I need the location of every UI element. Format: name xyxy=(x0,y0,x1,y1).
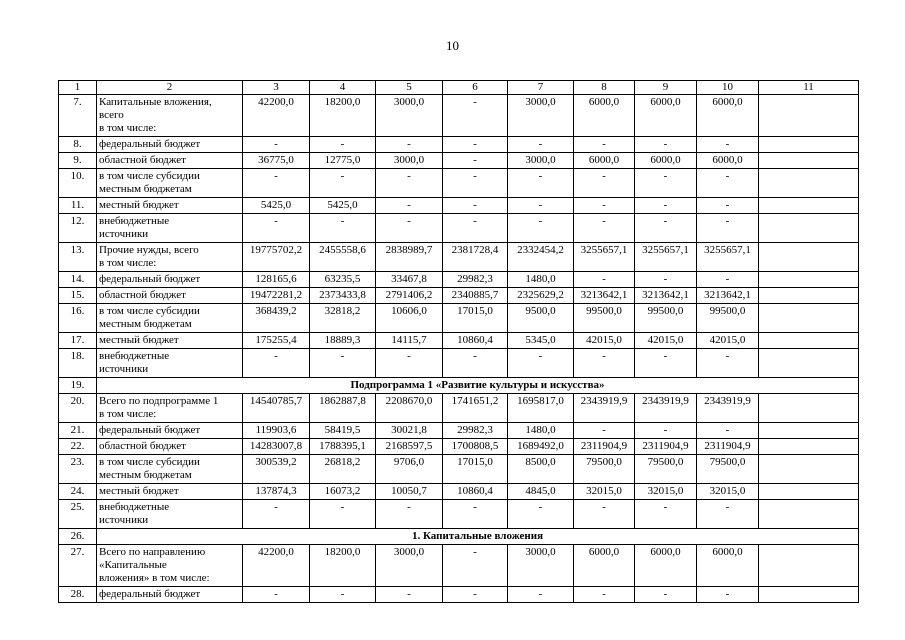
row-label xyxy=(97,349,243,378)
value-cell: 79500,0 xyxy=(574,455,635,484)
value-cell: - xyxy=(635,423,697,439)
empty-cell xyxy=(759,153,859,169)
row-label-line: в том числе: xyxy=(99,122,157,134)
value-cell: 3000,0 xyxy=(376,153,443,169)
value-cell: - xyxy=(310,500,376,529)
row-number: 26. xyxy=(59,529,97,545)
row-label xyxy=(97,484,243,500)
value-cell: - xyxy=(443,95,508,137)
row-label xyxy=(97,198,243,214)
table-row xyxy=(59,484,859,500)
value-cell: 32015,0 xyxy=(574,484,635,500)
column-header: 6 xyxy=(443,81,508,95)
row-number: 10. xyxy=(59,169,97,198)
value-cell: 3000,0 xyxy=(376,95,443,137)
value-cell: 29982,3 xyxy=(443,272,508,288)
value-cell: - xyxy=(635,137,697,153)
value-cell: 17015,0 xyxy=(443,455,508,484)
row-number: 9. xyxy=(59,153,97,169)
value-cell: - xyxy=(697,423,759,439)
row-number: 20. xyxy=(59,394,97,423)
value-cell: 3000,0 xyxy=(508,153,574,169)
value-cell: 99500,0 xyxy=(635,304,697,333)
value-cell: 2311904,9 xyxy=(574,439,635,455)
row-label-line: «Капитальные xyxy=(99,559,167,571)
column-header: 11 xyxy=(759,81,859,95)
table-row xyxy=(59,214,859,243)
empty-cell xyxy=(759,394,859,423)
value-cell: - xyxy=(697,272,759,288)
empty-cell xyxy=(759,243,859,272)
row-number: 19. xyxy=(59,378,97,394)
value-cell: - xyxy=(508,349,574,378)
row-number: 13. xyxy=(59,243,97,272)
table-row xyxy=(59,455,859,484)
value-cell: 2343919,9 xyxy=(574,394,635,423)
value-cell: 99500,0 xyxy=(697,304,759,333)
row-label xyxy=(97,545,243,587)
table-row xyxy=(59,153,859,169)
row-label-line: источники xyxy=(99,514,149,526)
value-cell: 3000,0 xyxy=(508,545,574,587)
value-cell: - xyxy=(376,349,443,378)
value-cell: - xyxy=(508,198,574,214)
empty-cell xyxy=(759,272,859,288)
value-cell: - xyxy=(243,169,310,198)
table-row xyxy=(59,349,859,378)
value-cell: 6000,0 xyxy=(635,545,697,587)
value-cell: 1480,0 xyxy=(508,272,574,288)
value-cell: - xyxy=(243,137,310,153)
value-cell: - xyxy=(443,545,508,587)
value-cell: 3255657,1 xyxy=(697,243,759,272)
column-header: 3 xyxy=(243,81,310,95)
value-cell: - xyxy=(443,137,508,153)
value-cell: 1741651,2 xyxy=(443,394,508,423)
row-label xyxy=(97,333,243,349)
table-row xyxy=(59,169,859,198)
row-label-line: местным бюджетам xyxy=(99,469,192,481)
value-cell: 2168597,5 xyxy=(376,439,443,455)
column-header: 5 xyxy=(376,81,443,95)
value-cell: - xyxy=(376,214,443,243)
empty-cell xyxy=(759,423,859,439)
value-cell: 42015,0 xyxy=(697,333,759,349)
value-cell: 10606,0 xyxy=(376,304,443,333)
row-label-line: местный бюджет xyxy=(99,199,179,211)
table-row xyxy=(59,288,859,304)
empty-cell xyxy=(759,587,859,603)
row-label-line: внебюджетные xyxy=(99,215,170,227)
row-label xyxy=(97,587,243,603)
row-label-line: всего xyxy=(99,109,124,121)
table-row xyxy=(59,95,859,137)
value-cell: 18889,3 xyxy=(310,333,376,349)
value-cell: 19775702,2 xyxy=(243,243,310,272)
value-cell: 3000,0 xyxy=(376,545,443,587)
row-number: 11. xyxy=(59,198,97,214)
value-cell: - xyxy=(310,214,376,243)
row-label-line: в том числе: xyxy=(99,408,157,420)
row-number: 18. xyxy=(59,349,97,378)
value-cell: 128165,6 xyxy=(243,272,310,288)
value-cell: 12775,0 xyxy=(310,153,376,169)
value-cell: - xyxy=(443,349,508,378)
value-cell: 119903,6 xyxy=(243,423,310,439)
value-cell: - xyxy=(508,137,574,153)
value-cell: - xyxy=(574,272,635,288)
value-cell: 6000,0 xyxy=(697,153,759,169)
row-number: 25. xyxy=(59,500,97,529)
value-cell: 6000,0 xyxy=(574,95,635,137)
value-cell: 19472281,2 xyxy=(243,288,310,304)
value-cell: 6000,0 xyxy=(697,95,759,137)
value-cell: - xyxy=(635,349,697,378)
budget-table xyxy=(58,80,859,603)
row-label-line: внебюджетные xyxy=(99,501,170,513)
value-cell: - xyxy=(376,587,443,603)
table-row xyxy=(59,587,859,603)
row-label-line: Всего по направлению xyxy=(99,546,206,558)
value-cell: 3213642,1 xyxy=(574,288,635,304)
value-cell: 137874,3 xyxy=(243,484,310,500)
row-label-line: областной бюджет xyxy=(99,289,186,301)
table-row xyxy=(59,423,859,439)
empty-cell xyxy=(759,95,859,137)
value-cell: 6000,0 xyxy=(574,545,635,587)
value-cell: - xyxy=(376,198,443,214)
section-title: Подпрограмма 1 «Развитие культуры и искусства» xyxy=(97,378,859,394)
row-number: 12. xyxy=(59,214,97,243)
row-label-line: федеральный бюджет xyxy=(99,424,201,436)
value-cell: 5425,0 xyxy=(243,198,310,214)
row-label xyxy=(97,214,243,243)
value-cell: 79500,0 xyxy=(697,455,759,484)
header-row xyxy=(59,81,859,95)
empty-cell xyxy=(759,439,859,455)
value-cell: - xyxy=(574,137,635,153)
value-cell: 8500,0 xyxy=(508,455,574,484)
row-label-line: областной бюджет xyxy=(99,440,186,452)
value-cell: 6000,0 xyxy=(635,153,697,169)
table-row xyxy=(59,394,859,423)
value-cell: 30021,8 xyxy=(376,423,443,439)
table-body xyxy=(59,81,859,603)
value-cell: 32818,2 xyxy=(310,304,376,333)
row-label xyxy=(97,272,243,288)
table-row xyxy=(59,137,859,153)
value-cell: - xyxy=(443,214,508,243)
value-cell: 1788395,1 xyxy=(310,439,376,455)
row-label xyxy=(97,500,243,529)
value-cell: - xyxy=(697,169,759,198)
value-cell: - xyxy=(443,153,508,169)
row-label xyxy=(97,394,243,423)
value-cell: - xyxy=(697,500,759,529)
row-label-line: местным бюджетам xyxy=(99,183,192,195)
value-cell: - xyxy=(310,137,376,153)
value-cell: 42015,0 xyxy=(574,333,635,349)
value-cell: 2343919,9 xyxy=(635,394,697,423)
value-cell: 300539,2 xyxy=(243,455,310,484)
value-cell: - xyxy=(243,587,310,603)
row-label xyxy=(97,288,243,304)
value-cell: 368439,2 xyxy=(243,304,310,333)
table-row xyxy=(59,304,859,333)
value-cell: - xyxy=(443,169,508,198)
row-label xyxy=(97,137,243,153)
value-cell: 33467,8 xyxy=(376,272,443,288)
row-label-line: источники xyxy=(99,363,149,375)
value-cell: 32015,0 xyxy=(635,484,697,500)
value-cell: - xyxy=(443,587,508,603)
value-cell: - xyxy=(310,587,376,603)
row-label-line: в том числе субсидии xyxy=(99,305,200,317)
value-cell: 14115,7 xyxy=(376,333,443,349)
value-cell: - xyxy=(508,500,574,529)
value-cell: - xyxy=(310,169,376,198)
value-cell: - xyxy=(635,587,697,603)
value-cell: - xyxy=(635,272,697,288)
value-cell: 29982,3 xyxy=(443,423,508,439)
value-cell: 1862887,8 xyxy=(310,394,376,423)
row-number: 21. xyxy=(59,423,97,439)
column-header: 4 xyxy=(310,81,376,95)
table-row xyxy=(59,333,859,349)
value-cell: 16073,2 xyxy=(310,484,376,500)
value-cell: 18200,0 xyxy=(310,545,376,587)
table-row xyxy=(59,439,859,455)
row-number: 15. xyxy=(59,288,97,304)
value-cell: 9500,0 xyxy=(508,304,574,333)
value-cell: - xyxy=(508,169,574,198)
row-number: 14. xyxy=(59,272,97,288)
table-row xyxy=(59,545,859,587)
row-label xyxy=(97,169,243,198)
row-label-line: Всего по подпрограмме 1 xyxy=(99,395,219,407)
value-cell: 3000,0 xyxy=(508,95,574,137)
row-label-line: источники xyxy=(99,228,149,240)
row-number: 16. xyxy=(59,304,97,333)
value-cell: 42015,0 xyxy=(635,333,697,349)
value-cell: 10860,4 xyxy=(443,333,508,349)
value-cell: 36775,0 xyxy=(243,153,310,169)
value-cell: 63235,5 xyxy=(310,272,376,288)
value-cell: 5345,0 xyxy=(508,333,574,349)
value-cell: - xyxy=(443,500,508,529)
value-cell: 1480,0 xyxy=(508,423,574,439)
value-cell: 3255657,1 xyxy=(574,243,635,272)
value-cell: - xyxy=(697,137,759,153)
row-number: 22. xyxy=(59,439,97,455)
value-cell: - xyxy=(697,349,759,378)
value-cell: 14540785,7 xyxy=(243,394,310,423)
empty-cell xyxy=(759,288,859,304)
table-row xyxy=(59,243,859,272)
value-cell: 3255657,1 xyxy=(635,243,697,272)
value-cell: 2373433,8 xyxy=(310,288,376,304)
row-number: 24. xyxy=(59,484,97,500)
value-cell: - xyxy=(443,198,508,214)
value-cell: 175255,4 xyxy=(243,333,310,349)
value-cell: - xyxy=(635,214,697,243)
column-header: 1 xyxy=(59,81,97,95)
value-cell: - xyxy=(376,169,443,198)
value-cell: 9706,0 xyxy=(376,455,443,484)
table-row xyxy=(59,272,859,288)
value-cell: - xyxy=(635,500,697,529)
row-label-line: местный бюджет xyxy=(99,485,179,497)
value-cell: 1700808,5 xyxy=(443,439,508,455)
row-label-line: федеральный бюджет xyxy=(99,138,201,150)
value-cell: - xyxy=(508,214,574,243)
empty-cell xyxy=(759,545,859,587)
column-header: 7 xyxy=(508,81,574,95)
value-cell: 5425,0 xyxy=(310,198,376,214)
value-cell: 6000,0 xyxy=(635,95,697,137)
row-number: 7. xyxy=(59,95,97,137)
row-label xyxy=(97,423,243,439)
value-cell: 58419,5 xyxy=(310,423,376,439)
value-cell: - xyxy=(635,198,697,214)
value-cell: - xyxy=(574,169,635,198)
value-cell: 14283007,8 xyxy=(243,439,310,455)
row-label-line: федеральный бюджет xyxy=(99,273,201,285)
empty-cell xyxy=(759,500,859,529)
value-cell: 18200,0 xyxy=(310,95,376,137)
value-cell: 1689492,0 xyxy=(508,439,574,455)
value-cell: - xyxy=(574,500,635,529)
column-header: 10 xyxy=(697,81,759,95)
value-cell: - xyxy=(243,500,310,529)
value-cell: - xyxy=(376,137,443,153)
row-label-line: в том числе субсидии xyxy=(99,170,200,182)
value-cell: 2311904,9 xyxy=(635,439,697,455)
row-label-line: в том числе субсидии xyxy=(99,456,200,468)
value-cell: - xyxy=(574,214,635,243)
value-cell: 2343919,9 xyxy=(697,394,759,423)
row-label-line: Прочие нужды, всего xyxy=(99,244,199,256)
table-row xyxy=(59,198,859,214)
value-cell: 6000,0 xyxy=(697,545,759,587)
empty-cell xyxy=(759,304,859,333)
value-cell: 1695817,0 xyxy=(508,394,574,423)
value-cell: 42200,0 xyxy=(243,95,310,137)
value-cell: 79500,0 xyxy=(635,455,697,484)
section-row xyxy=(59,529,859,545)
row-label-line: в том числе: xyxy=(99,257,157,269)
value-cell: 2455558,6 xyxy=(310,243,376,272)
value-cell: 6000,0 xyxy=(574,153,635,169)
value-cell: - xyxy=(508,587,574,603)
value-cell: 2791406,2 xyxy=(376,288,443,304)
empty-cell xyxy=(759,137,859,153)
value-cell: 2340885,7 xyxy=(443,288,508,304)
value-cell: - xyxy=(574,349,635,378)
row-number: 27. xyxy=(59,545,97,587)
value-cell: 2208670,0 xyxy=(376,394,443,423)
value-cell: 10050,7 xyxy=(376,484,443,500)
row-number: 23. xyxy=(59,455,97,484)
row-label xyxy=(97,304,243,333)
section-row xyxy=(59,378,859,394)
value-cell: 99500,0 xyxy=(574,304,635,333)
row-label-line: внебюджетные xyxy=(99,350,170,362)
row-label-line: областной бюджет xyxy=(99,154,186,166)
row-number: 8. xyxy=(59,137,97,153)
row-label xyxy=(97,439,243,455)
value-cell: - xyxy=(697,198,759,214)
value-cell: 2332454,2 xyxy=(508,243,574,272)
empty-cell xyxy=(759,333,859,349)
value-cell: 17015,0 xyxy=(443,304,508,333)
value-cell: 2381728,4 xyxy=(443,243,508,272)
value-cell: 3213642,1 xyxy=(697,288,759,304)
row-label xyxy=(97,153,243,169)
value-cell: - xyxy=(243,214,310,243)
column-header: 2 xyxy=(97,81,243,95)
column-header: 8 xyxy=(574,81,635,95)
row-label-line: местным бюджетам xyxy=(99,318,192,330)
value-cell: - xyxy=(697,214,759,243)
empty-cell xyxy=(759,198,859,214)
value-cell: - xyxy=(310,349,376,378)
row-label xyxy=(97,95,243,137)
row-label-line: Капитальные вложения, xyxy=(99,96,212,108)
value-cell: - xyxy=(243,349,310,378)
empty-cell xyxy=(759,214,859,243)
empty-cell xyxy=(759,349,859,378)
value-cell: 2838989,7 xyxy=(376,243,443,272)
value-cell: 32015,0 xyxy=(697,484,759,500)
column-header: 9 xyxy=(635,81,697,95)
page-number: 10 xyxy=(446,38,459,53)
value-cell: 26818,2 xyxy=(310,455,376,484)
section-title: 1. Капитальные вложения xyxy=(97,529,859,545)
row-label-line: местный бюджет xyxy=(99,334,179,346)
empty-cell xyxy=(759,169,859,198)
value-cell: 3213642,1 xyxy=(635,288,697,304)
row-label xyxy=(97,243,243,272)
row-label-line: федеральный бюджет xyxy=(99,588,201,600)
value-cell: 10860,4 xyxy=(443,484,508,500)
value-cell: 42200,0 xyxy=(243,545,310,587)
value-cell: 4845,0 xyxy=(508,484,574,500)
row-label-line: вложения» в том числе: xyxy=(99,572,210,584)
value-cell: - xyxy=(574,587,635,603)
table-row xyxy=(59,500,859,529)
value-cell: - xyxy=(574,423,635,439)
value-cell: - xyxy=(574,198,635,214)
empty-cell xyxy=(759,455,859,484)
value-cell: - xyxy=(697,587,759,603)
value-cell: - xyxy=(376,500,443,529)
value-cell: 2325629,2 xyxy=(508,288,574,304)
row-number: 28. xyxy=(59,587,97,603)
value-cell: 2311904,9 xyxy=(697,439,759,455)
value-cell: - xyxy=(635,169,697,198)
empty-cell xyxy=(759,484,859,500)
row-label xyxy=(97,455,243,484)
row-number: 17. xyxy=(59,333,97,349)
